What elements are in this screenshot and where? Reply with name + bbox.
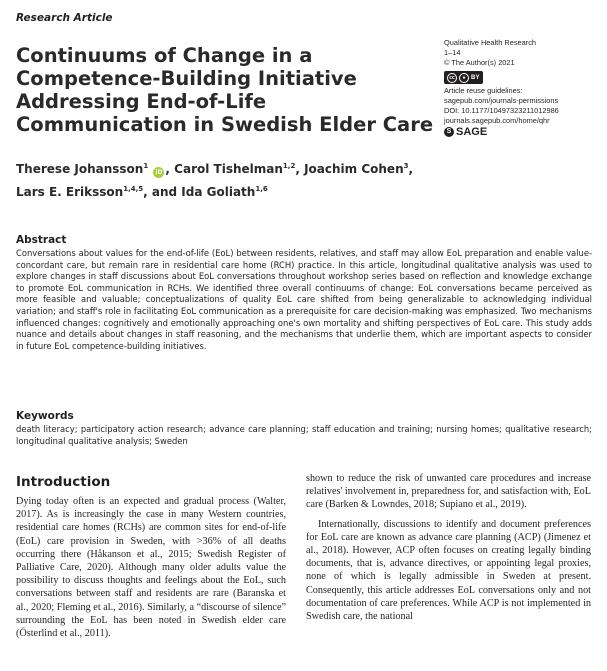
author[interactable]: Carol Tishelman$^{1,2}$: [174, 162, 296, 176]
keywords-text: death literacy; participatory action research; advance care planning; staff education and training; nursing homes; qualitative research; longitudinal qualitative analysis; Sweden: [16, 424, 592, 446]
author[interactable]: Therese Johansson$^1$: [16, 162, 149, 176]
author[interactable]: Ida Goliath$^{1,6}$: [181, 185, 268, 199]
introduction-left-column: Dying today often is an expected and gradual process (Walter, 2017). As is increasingly the case in many Western countries, residential care homes (RCHs) are common sites for end-of-life (EoL) care provision in Sweden, with >36% of all deaths occurring there (Håkanson et al., 2015; Swedish Register of Palliative Care, 2020). Although many older adults value the possibility to discuss thoughts and feelings about the EoL, such conversations between staff and residents are rare (Baranska et al., 2020; Fleming et al., 2016). Similarly, a “discourse of silence” surrounding the EoL has been noted in Swedish elder care (Österlind et al., 2011).: [16, 496, 286, 640]
introduction-heading: Introduction: [16, 474, 111, 490]
article-title: Continuums of Change in a Competence-Building Initiative Addressing End-of-Life Communication in Swedish Elder Care: [16, 44, 434, 136]
by-person-icon: ●: [459, 73, 469, 83]
section-label: Research Article: [16, 12, 113, 24]
permissions-link[interactable]: sagepub.com/journals-permissions: [444, 96, 559, 105]
abstract-text: Conversations about values for the end-of-life (EoL) between residents, relatives, and staff may allow EoL preparation and enable value-concordant care, but remain rare in residential care home (RCH) practice. In this article, longitudinal qualitative analysis was used to explore changes in staff discussions about EoL conversations throughout workshop series based on reflection and knowledge exchange to promote EoL communication in RCHs. We identified three overall continuums of change: EoL conversations became perceived as more feasible and valuable; conceptualizations of quality EoL care shifted from being generalizable to acknowledging individual variation; and staff's role in facilitating EoL communication as a prerequisite for care decision-making was emphasized. Two mechanisms influenced changes: cognitively and emotionally approaching one's own mortality and shifting perspectives of EoL care. This study adds nuance and details about changes in staff reasoning, and the mechanisms that underlie them, which are important aspects to consider in future EoL competence-building initiatives.: [16, 248, 592, 351]
copyright: © The Author(s) 2021: [444, 58, 515, 67]
introduction-right-column: [306, 472, 591, 623]
author[interactable]: Lars E. Eriksson$^{1,4,5}$: [16, 185, 144, 199]
publisher-name: SAGE: [456, 126, 488, 138]
creative-commons-icon[interactable]: [444, 71, 483, 84]
journal-meta: [444, 38, 604, 137]
publisher-logo: [444, 127, 604, 137]
abstract-heading: Abstract: [16, 234, 67, 246]
journal-link[interactable]: journals.sagepub.com/home/qhr: [444, 116, 550, 125]
keywords-heading: Keywords: [16, 410, 74, 422]
sage-logo-icon: S: [444, 127, 454, 137]
license-label: BY: [471, 74, 480, 81]
body-paragraph: shown to reduce the risk of unwanted care procedures and increase relatives' involvement in, preparedness for, and satisfaction with, EoL care (Barken & Lowndes, 2018; Supiano et al., 2019).: [306, 473, 591, 511]
orcid-icon[interactable]: iD: [155, 169, 163, 176]
author[interactable]: Joachim Cohen$^3$: [304, 162, 409, 176]
doi[interactable]: DOI: 10.1177/10497323211012986: [444, 106, 559, 115]
journal-name: Qualitative Health Research: [444, 38, 537, 47]
body-paragraph: Internationally, discussions to identify and document preferences for EoL care are known as advance care planning (ACP) (Jimenez et al., 2018). However, ACP often focuses on creating legally binding documents, that is, advance directives, or appointing legal proxies, none of which is legally admissible in Sweden at present. Consequently, this article addresses EoL conversations only and not documentation of care preferences. While ACP is not implemented in Swedish care, the national: [306, 518, 591, 623]
reuse-guidelines-label: Article reuse guidelines:: [444, 86, 523, 95]
author-list: Therese Johansson$^1$ iD , Carol Tishelman$^{1,2}$, Joachim Cohen$^3$, Lars E. Eriksson$^{1,4,5}$, and Ida Goliath$^{1,6}$: [16, 162, 414, 199]
page-range: 1–14: [444, 48, 461, 57]
cc-circle-icon: cc: [447, 73, 457, 83]
